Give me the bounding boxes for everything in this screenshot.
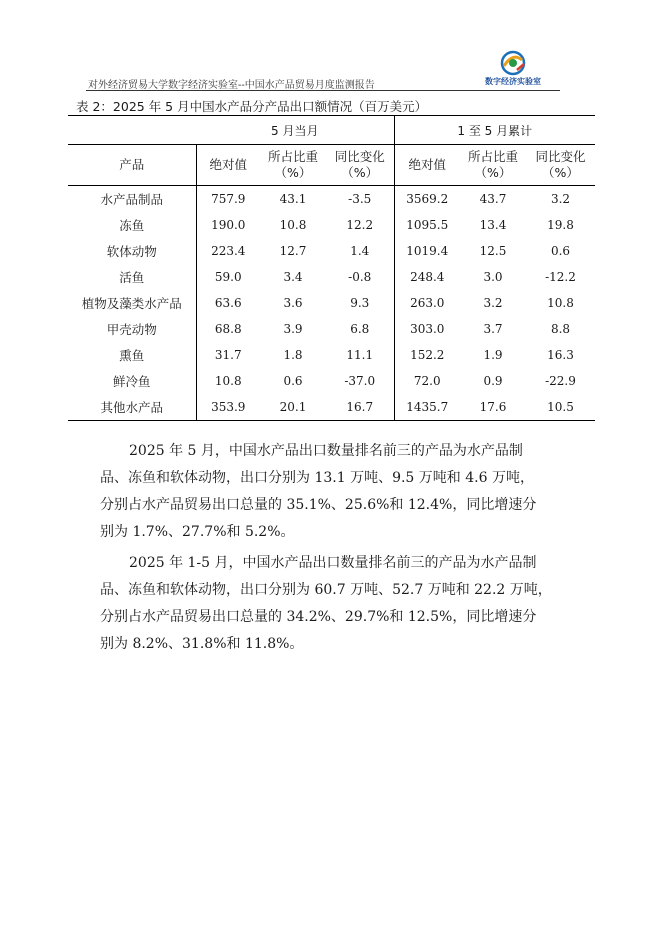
lab-logo [478,50,548,90]
month-value-cell: 757.9 [196,186,260,213]
product-name-cell: 植物及藻类水产品 [81,296,182,311]
ytd-change-cell: 3.2 [550,192,571,206]
table-row [68,368,595,394]
ytd-share-header-line2: （%） [474,165,512,180]
paragraph-line: 品、冻鱼和软体动物，出口分别为 60.7 万吨、52.7 万吨和 22.2 万吨， [100,582,552,598]
paragraph-jan-may [100,550,570,658]
month-value-cell: 68.8 [196,316,260,342]
month-change-cell: 6.8 [350,322,370,336]
ytd-change-cell: 16.3 [547,348,574,362]
ytd-share-header-line1: 所占比重 [467,149,518,164]
month-change-cell: -0.8 [348,270,372,284]
ytd-value-cell: 1019.4 [394,238,460,264]
share-header-line2: （%） [274,165,312,180]
product-name-cell: 水产品制品 [100,192,163,207]
ytd-share-cell: 3.7 [483,322,503,336]
ytd-change-cell: 10.5 [526,394,595,421]
ytd-change-cell: 19.8 [547,218,574,232]
month-value-cell: 353.9 [196,394,260,421]
ytd-share-cell: 43.7 [479,192,507,206]
paragraph-line: 分别占水产品贸易出口总量的 34.2%、29.7%和 12.5%，同比增速分 [100,609,537,625]
value-column-header: 绝对值 [196,145,260,186]
month-share-cell: 0.6 [283,374,303,388]
table-row [68,316,595,342]
month-share-cell: 3.6 [283,296,303,310]
ytd-share-cell: 1.9 [483,348,503,362]
ytd-value-cell: 303.0 [394,316,460,342]
table-row [68,394,595,421]
ytd-value-cell: 152.2 [394,342,460,368]
month-share-cell: 3.4 [283,270,303,284]
paragraph-line: 2025 年 1-5 月，中国水产品出口数量排名前三的产品为水产品制 [129,555,537,571]
change-column-header [326,145,394,186]
month-share-cell: 12.7 [279,244,307,258]
table-row [68,264,595,290]
month-change-cell: -3.5 [348,192,372,206]
ytd-change-cell: 8.8 [550,322,571,336]
month-value-cell: 63.6 [196,290,260,316]
product-name-cell: 冻鱼 [119,218,145,233]
month-change-cell: 1.4 [350,244,370,258]
month-change-cell: -37.0 [344,374,376,388]
ytd-change-cell: -12.2 [545,270,576,284]
month-value-cell: 31.7 [196,342,260,368]
ytd-value-cell: 248.4 [394,264,460,290]
group-header-month: 5 月当月 [196,116,394,145]
month-change-cell: 12.2 [346,218,374,232]
paragraph-line: 别为 1.7%、27.7%和 5.2%。 [100,524,295,540]
month-change-cell: 11.1 [346,348,374,362]
ytd-change-cell: 0.6 [550,244,571,258]
ytd-value-cell: 1095.5 [394,212,460,238]
ytd-change-column-header [526,145,595,186]
table-body [68,186,595,421]
product-column-header: 产品 [68,145,196,186]
ytd-share-column-header [460,145,526,186]
table-row [68,342,595,368]
month-value-cell: 59.0 [196,264,260,290]
change-header-line2: （%） [341,165,379,180]
ytd-share-cell: 17.6 [460,394,526,421]
running-header: 对外经济贸易大学数字经济实验室--中国水产品贸易月度监测报告 [88,80,375,91]
ytd-value-cell: 3569.2 [394,186,460,213]
change-header-line1: 同比变化 [334,149,385,164]
lab-logo-text: 数字经济实验室 [485,77,541,86]
month-change-cell: 9.3 [350,296,370,310]
product-name-cell: 熏鱼 [119,348,145,363]
month-share-cell: 10.8 [279,218,307,232]
ytd-change-cell: -22.9 [545,374,576,388]
paragraph-may [100,438,570,546]
product-name-cell: 甲壳动物 [106,322,157,337]
product-name-cell: 其他水产品 [68,394,196,421]
ytd-change-cell: 10.8 [547,296,574,310]
table-row [68,186,595,213]
ytd-share-cell: 0.9 [483,374,503,388]
paragraph-line: 分别占水产品贸易出口总量的 35.1%、25.6%和 12.4%，同比增速分 [100,497,537,513]
month-value-cell: 223.4 [196,238,260,264]
month-change-cell: 16.7 [326,394,394,421]
ytd-value-cell: 72.0 [394,368,460,394]
share-column-header [260,145,326,186]
ytd-share-cell: 13.4 [479,218,507,232]
month-share-cell: 1.8 [283,348,303,362]
table-row [68,212,595,238]
product-name-cell: 软体动物 [106,244,157,259]
product-name-cell: 活鱼 [119,270,145,285]
ytd-share-cell: 3.0 [483,270,503,284]
ytd-value-cell: 1435.7 [394,394,460,421]
ytd-value-column-header: 绝对值 [394,145,460,186]
group-header-empty [68,116,196,145]
group-header-ytd: 1 至 5 月累计 [394,116,595,145]
month-share-cell: 3.9 [283,322,303,336]
paragraph-line: 品、冻鱼和软体动物，出口分别为 13.1 万吨、9.5 万吨和 4.6 万吨， [100,470,534,486]
paragraph-line: 2025 年 5 月，中国水产品出口数量排名前三的产品为水产品制 [129,443,523,459]
table-caption: 表 2：2025 年 5 月中国水产品分产品出口额情况（百万美元） [76,99,428,114]
lab-logo-mark-icon [498,50,528,76]
ytd-change-header-line2: （%） [542,165,579,180]
export-table [68,115,595,421]
ytd-share-cell: 12.5 [479,244,507,258]
table-row [68,238,595,264]
product-name-cell: 鲜冷鱼 [112,374,151,389]
ytd-share-cell: 3.2 [483,296,503,310]
table-row [68,290,595,316]
month-share-cell: 43.1 [279,192,307,206]
paragraph-line: 别为 8.2%、31.8%和 11.8%。 [100,636,304,652]
header-divider [86,90,560,91]
ytd-change-header-line1: 同比变化 [535,149,586,164]
month-share-cell: 20.1 [260,394,326,421]
ytd-value-cell: 263.0 [394,290,460,316]
share-header-line1: 所占比重 [267,149,318,164]
month-value-cell: 10.8 [196,368,260,394]
month-value-cell: 190.0 [196,212,260,238]
